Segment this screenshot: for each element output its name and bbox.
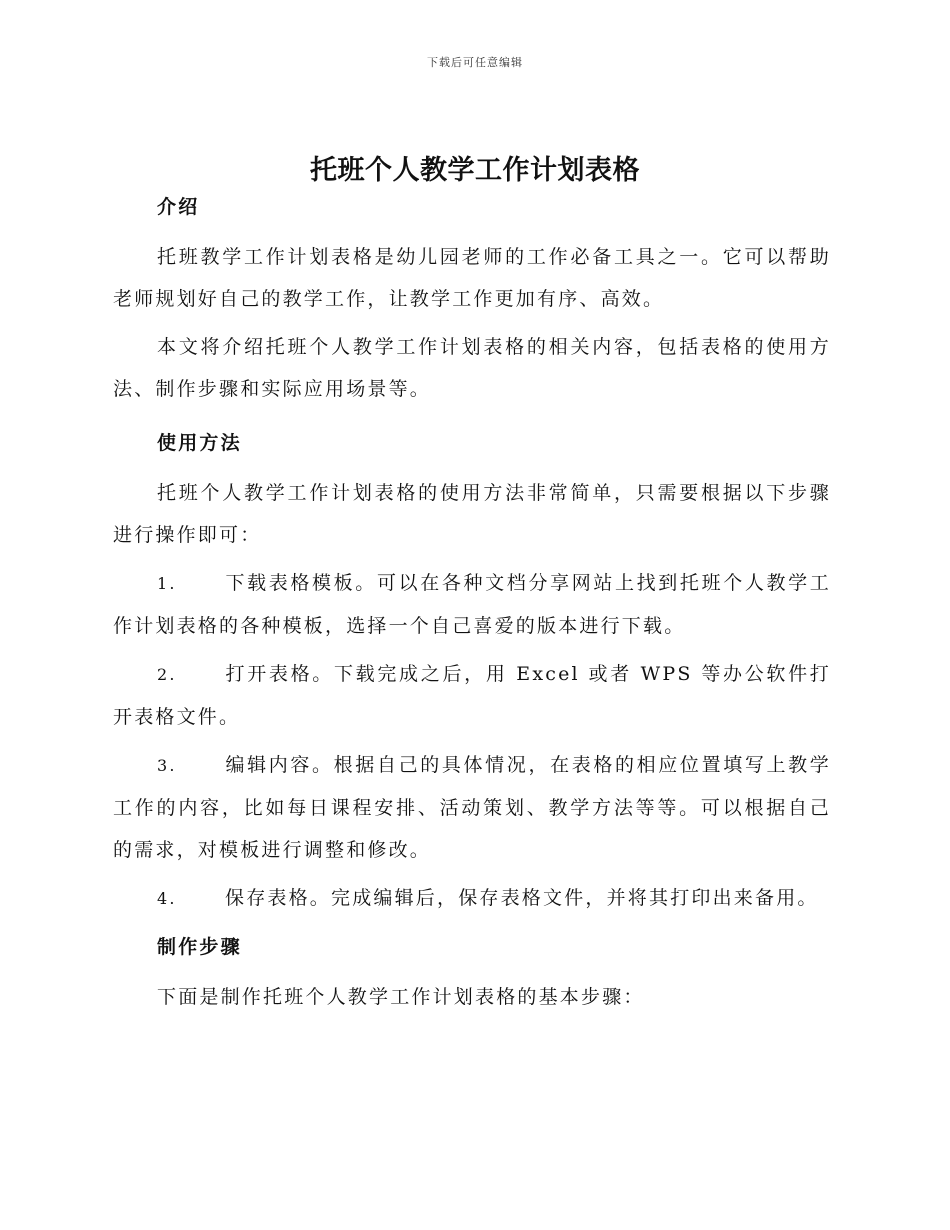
- making-intro-paragraph: 下面是制作托班个人教学工作计划表格的基本步骤：: [157, 986, 645, 1008]
- usage-step-3-number: 3.: [157, 756, 177, 775]
- usage-step-1-number: 1.: [157, 574, 177, 593]
- section-heading-usage: 使用方法: [157, 432, 242, 454]
- usage-step-2-text: 打开表格。下载完成之后，用 Excel 或者 WPS 等办公软件打开表格文件。: [113, 663, 831, 728]
- usage-step-2: [113, 653, 831, 738]
- intro-paragraph-1: 托班教学工作计划表格是幼儿园老师的工作必备工具之一。它可以帮助老师规划好自己的教学工作，让教学工作更加有序、高效。: [113, 246, 831, 310]
- usage-step-1-text: 下载表格模板。可以在各种文档分享网站上找到托班个人教学工作计划表格的各种模板，选择一个自己喜爱的版本进行下载。: [113, 572, 831, 637]
- usage-step-4: [113, 877, 831, 920]
- usage-step-4-text: 保存表格。完成编辑后，保存表格文件，并将其打印出来备用。: [225, 887, 819, 909]
- usage-intro-paragraph: 托班个人教学工作计划表格的使用方法非常简单，只需要根据以下步骤进行操作即可：: [113, 482, 831, 546]
- section-heading-intro: 介绍: [157, 196, 200, 218]
- intro-paragraph-2: 本文将介绍托班个人教学工作计划表格的相关内容，包括表格的使用方法、制作步骤和实际应用场景等。: [113, 336, 831, 400]
- document-title: 托班个人教学工作计划表格: [310, 155, 640, 186]
- page-header-note: 下载后可任意编辑: [427, 56, 523, 69]
- document-body: [113, 190, 831, 1018]
- section-heading-making: 制作步骤: [157, 936, 242, 958]
- usage-step-1: [113, 562, 831, 647]
- usage-step-3: [113, 744, 831, 871]
- usage-step-4-number: 4.: [157, 889, 177, 908]
- usage-step-3-text: 编辑内容。根据自己的具体情况，在表格的相应位置填写上教学工作的内容，比如每日课程安排、活动策划、教学方法等等。可以根据自己的需求，对模板进行调整和修改。: [113, 754, 831, 861]
- usage-step-2-number: 2.: [157, 665, 177, 684]
